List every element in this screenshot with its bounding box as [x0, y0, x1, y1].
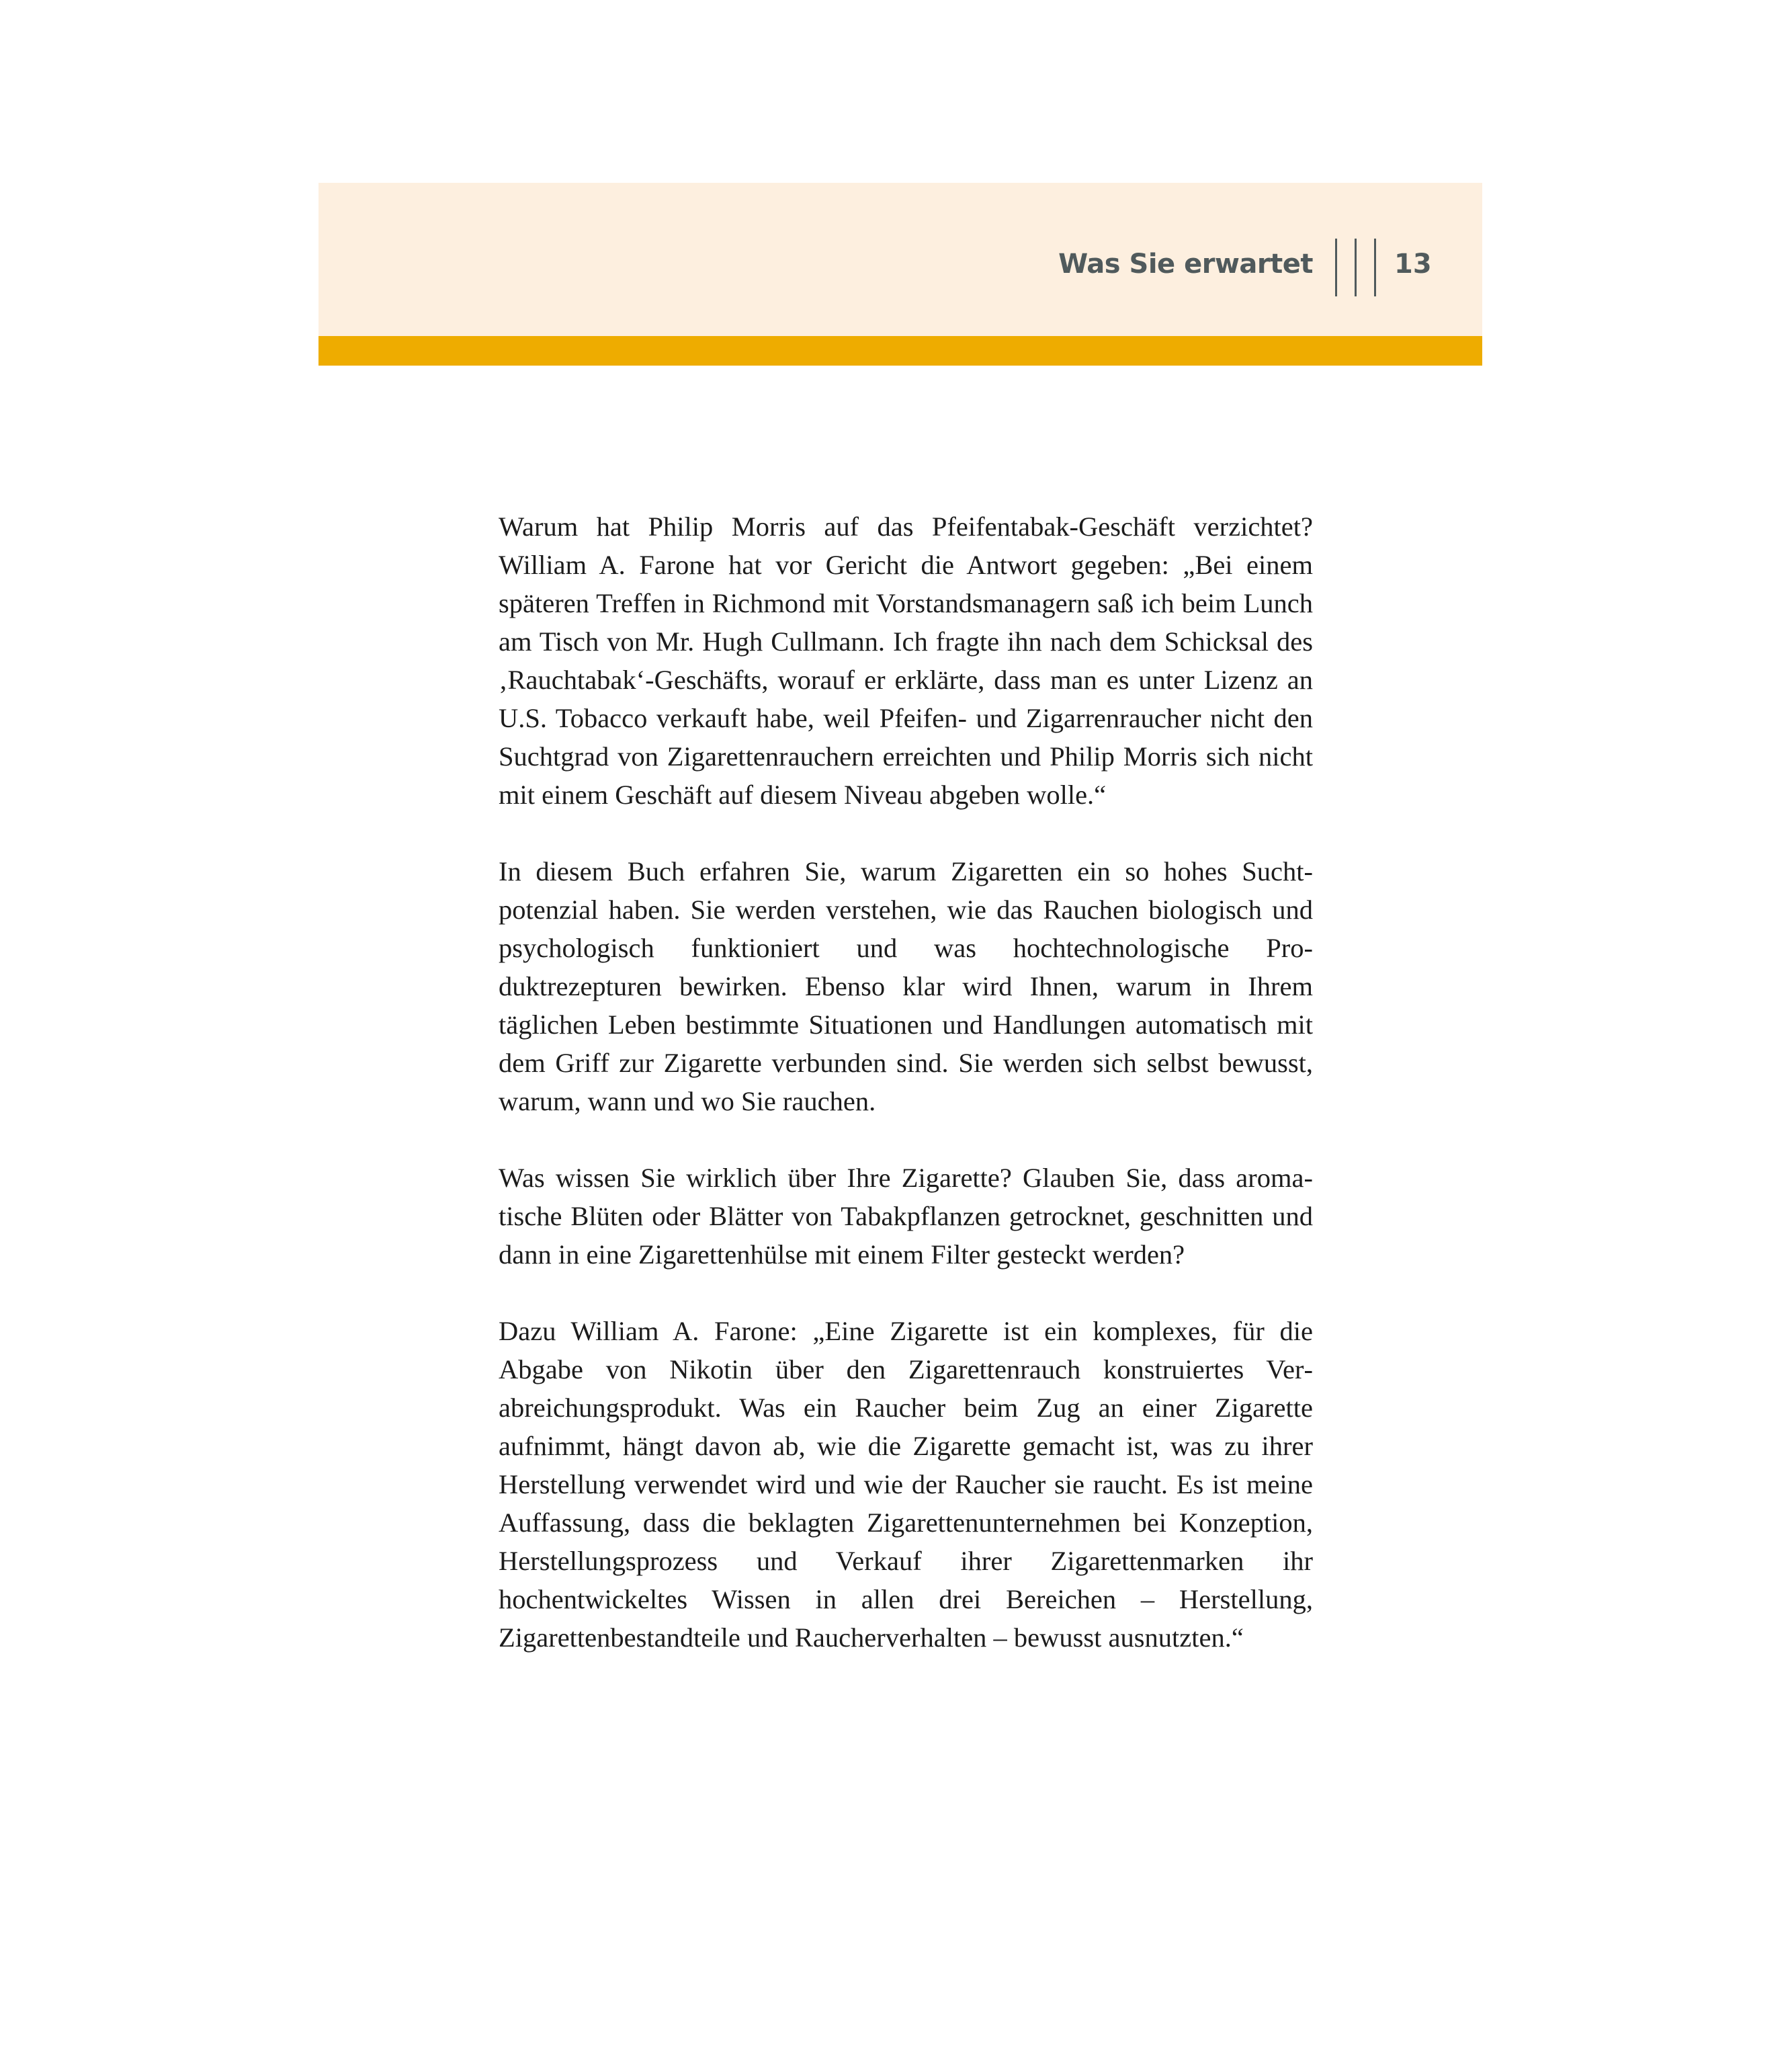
paragraph: Warum hat Philip Morris auf das Pfeifentabak-Geschäft verzichtet? William A. Farone hat vor Gericht die Antwort gegeben: „Bei einem späteren Treffen in Richmond mit Vorstandsmanagern saß ich beim Lunch am Tisch von Mr. Hugh Cullmann. Ich fragte ihn nach dem Schicksal des ‚Rauchtabak‘-Geschäfts, worauf er erklärte, dass man es unter Lizenz an U.S. Tobacco verkauft habe, weil Pfeifen- und Zigarrenraucher nicht den Suchtgrad von Zigarettenrauchern erreichten und Philip Morris sich nicht mit einem Geschäft auf diesem Niveau abgeben wolle.“: [499, 511, 1313, 810]
header-accent-stripe: [318, 336, 1482, 366]
paragraph: In diesem Buch erfahren Sie, warum Zigaretten ein so hohes Suchtpotenzial haben. Sie werden verstehen, wie das Rauchen biologisch und psychologisch funktioniert und was hochtechnologische Produktrezepturen bewirken. Ebenso klar wird Ihnen, warum in Ihrem täglichen Leben bestimmte Situationen und Handlungen automatisch mit dem Griff zur Zigarette verbunden sind. Sie werden sich selbst bewusst, warum, wann und wo Sie rauchen.: [499, 856, 1313, 1116]
header-divider-line: [1374, 239, 1376, 296]
header-divider-line: [1355, 239, 1357, 296]
paragraph: Was wissen Sie wirklich über Ihre Zigarette? Glauben Sie, dass aromatische Blüten oder Blätter von Tabakpflanzen getrocknet, geschnitten und dann in eine Zigarettenhülse mit einem Filter gesteckt werden?: [499, 1163, 1313, 1270]
page-number: 13: [1394, 249, 1432, 280]
running-header-title: Was Sie erwartet: [1058, 249, 1313, 280]
paragraph: Dazu William A. Farone: „Eine Zigarette ist ein komplexes, für die Abgabe von Nikotin über den Zigarettenrauch konstruiertes Verabreichungsprodukt. Was ein Raucher beim Zug an einer Zigarette aufnimmt, hängt davon ab, wie die Zigarette gemacht ist, was zu ihrer Herstellung verwendet wird und wie der Raucher sie raucht. Es ist meine Auffassung, dass die beklagten Zigarettenunternehmen bei Konzeption, Herstellungsprozess und Verkauf ihrer Zigarettenmarken ihr hochentwickeltes Wissen in allen drei Bereichen – Herstellung, Zigarettenbestandteile und Raucherverhalten – bewusst ausnutzten.“: [499, 1316, 1313, 1653]
header-divider-line: [1335, 239, 1337, 296]
body-text: [499, 507, 1313, 1657]
